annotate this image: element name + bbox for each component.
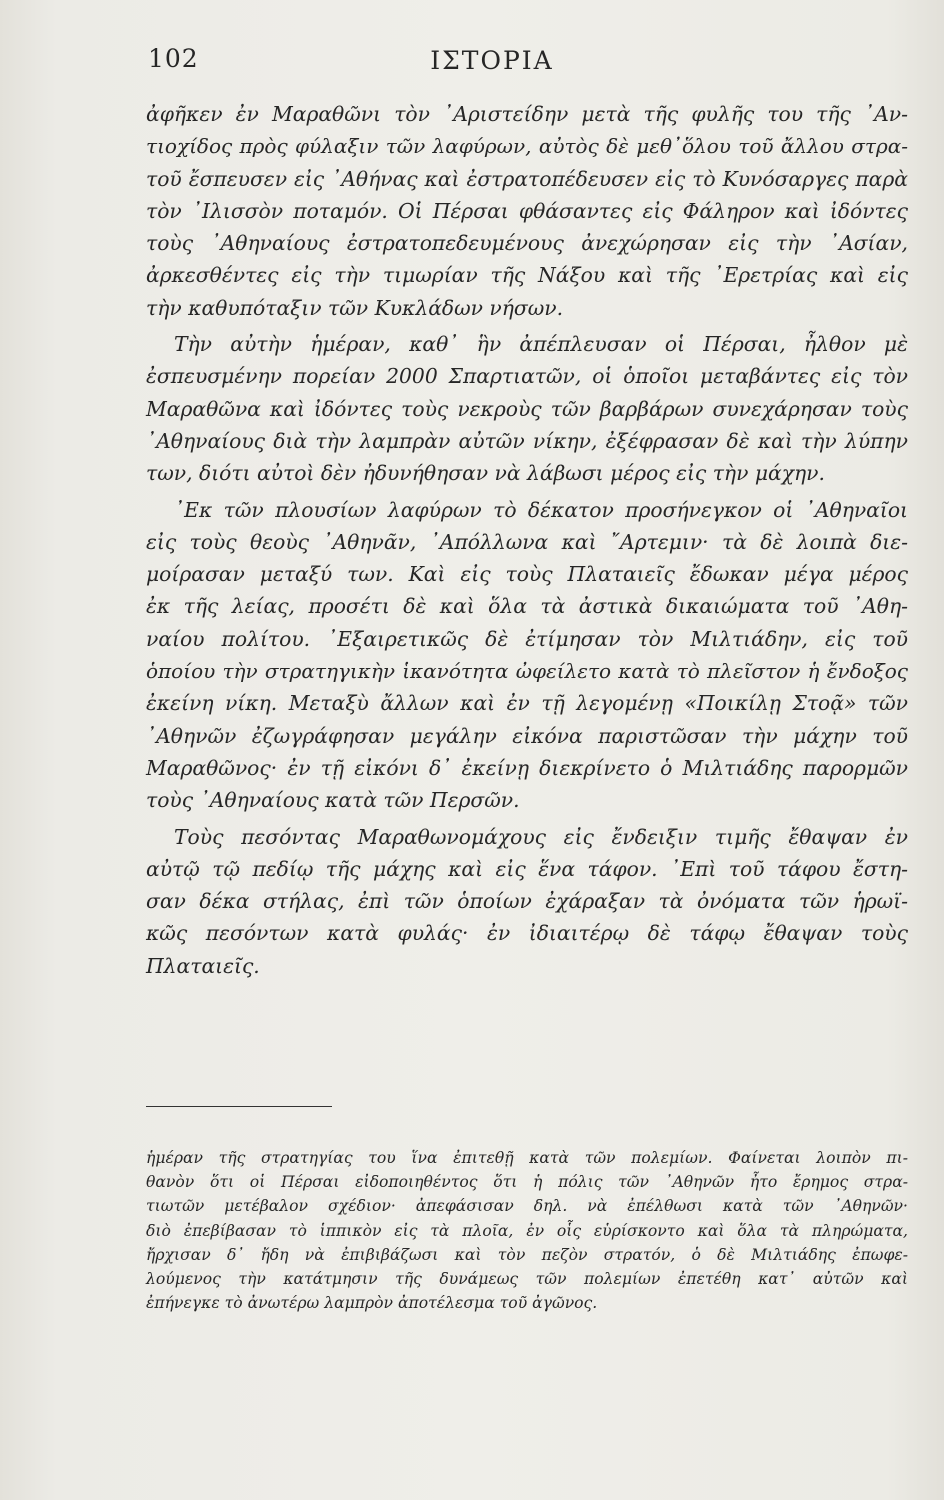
text-line: Πλαταιεῖς. — [146, 953, 260, 978]
text-line: Μαραθῶνος· ἐν τῇ εἰκόνι δ᾿ ἐκείνῃ διεκρίνετο ὁ Μιλτιάδης παρορμῶν — [146, 755, 908, 780]
text-line: ἐκ τῆς λείας, προσέτι δὲ καὶ ὅλα τὰ ἀστικὰ δικαιώματα τοῦ ᾿Αθη- — [146, 594, 908, 619]
text-line: τιοχίδος πρὸς φύλαξιν τῶν λαφύρων, αὐτὸς δὲ μεθ᾿ὅλου τοῦ ἄλλου στρα- — [146, 134, 908, 159]
text-line: των, διότι αὐτοὶ δὲν ἠδυνήθησαν νὰ λάβωσι μέρος εἰς τὴν μάχην. — [146, 461, 825, 486]
text-line: ὁποίου τὴν στρατηγικὴν ἱκανότητα ὠφείλετο κατὰ τὸ πλεῖστον ἡ ἔνδοξος — [146, 659, 908, 684]
main-text — [146, 98, 908, 986]
text-line: ᾿Εκ τῶν πλουσίων λαφύρων τὸ δέκατον προσήνεγκον οἱ ᾿Αθηναῖοι — [174, 497, 908, 522]
footnote-divider — [146, 1106, 332, 1107]
footnote-line: ἐπήνεγκε τὸ ἀνωτέρω λαμπρὸν ἀποτέλεσμα τοῦ ἀγῶνος. — [146, 1294, 598, 1313]
text-line: εἰς τοὺς θεοὺς ᾿Αθηνᾶν, ᾿Απόλλωνα καὶ ῎Αρτεμιν· τὰ δὲ λοιπὰ διε- — [146, 529, 908, 554]
text-line: αὐτῷ τῷ πεδίῳ τῆς μάχης καὶ εἰς ἕνα τάφον. ᾿Επὶ τοῦ τάφου ἔστη- — [146, 856, 908, 881]
text-line: μοίρασαν μεταξύ των. Καὶ εἰς τοὺς Πλαταιεῖς ἔδωκαν μέγα μέρος — [146, 562, 908, 587]
text-line: ᾿Αθηναίους διὰ τὴν λαμπρὰν αὐτῶν νίκην, ἐξέφρασαν δὲ καὶ τὴν λύπην — [146, 428, 908, 453]
text-line: σαν δέκα στήλας, ἐπὶ τῶν ὁποίων ἐχάραξαν τὰ ὀνόματα τῶν ἡρωϊ- — [146, 889, 908, 914]
page-header — [0, 40, 944, 80]
text-line: Τοὺς πεσόντας Μαραθωνομάχους εἰς ἔνδειξιν τιμῆς ἔθαψαν ἐν — [174, 824, 908, 849]
footnote — [146, 1146, 908, 1315]
text-line: τὸν ᾿Ιλισσὸν ποταμόν. Οἱ Πέρσαι φθάσαντες εἰς Φάληρον καὶ ἰδόντες — [146, 198, 908, 223]
text-line: τὴν καθυπόταξιν τῶν Κυκλάδων νήσων. — [146, 295, 564, 320]
footnote-line: λούμενος τὴν κατάτμησιν τῆς δυνάμεως τῶν πολεμίων ἐπετέθη κατ᾿ αὐτῶν καὶ — [146, 1270, 908, 1289]
text-line: ᾿Αθηνῶν ἐζωγράφησαν μεγάλην εἰκόνα παριστῶσαν τὴν μάχην τοῦ — [146, 723, 908, 748]
page-number: 102 — [148, 44, 199, 73]
paragraph — [146, 98, 908, 324]
footnote-line: ἡμέραν τῆς στρατηγίας του ἵνα ἐπιτεθῇ κατὰ τῶν πολεμίων. Φαίνεται λοιπὸν πι- — [146, 1149, 908, 1167]
text-line: τοὺς ᾿Αθηναίους ἐστρατοπεδευμένους ἀνεχώρησαν εἰς τὴν ᾿Ασίαν, — [146, 231, 908, 256]
text-line: ἀφῆκεν ἐν Μαραθῶνι τὸν ᾿Αριστείδην μετὰ τῆς φυλῆς του τῆς ᾿Αν- — [146, 102, 908, 126]
text-line: τοῦ ἔσπευσεν εἰς ᾿Αθήνας καὶ ἐστρατοπέδευσεν εἰς τὸ Κυνόσαργες παρὰ — [146, 166, 908, 191]
text-line: Μαραθῶνα καὶ ἰδόντες τοὺς νεκροὺς τῶν βαρβάρων συνεχάρησαν τοὺς — [146, 396, 908, 421]
text-line: ἀρκεσθέντες εἰς τὴν τιμωρίαν τῆς Νάξου καὶ τῆς ᾿Ερετρίας καὶ εἰς — [146, 263, 908, 288]
text-line: ναίου πολίτου. ᾿Εξαιρετικῶς δὲ ἐτίμησαν τὸν Μιλτιάδην, εἰς τοῦ — [146, 626, 908, 651]
text-line: ἐσπευσμένην πορείαν 2000 Σπαρτιατῶν, οἱ ὁποῖοι μεταβάντες εἰς τὸν — [146, 364, 908, 389]
running-title: ΙΣΤΟΡΙΑ — [430, 46, 554, 75]
text-line: τοὺς ᾿Αθηναίους κατὰ τῶν Περσῶν. — [146, 788, 520, 813]
footnote-line: ἤρχισαν δ᾿ ἤδη νὰ ἐπιβιβάζωσι καὶ τὸν πεζὸν στρατόν, ὁ δὲ Μιλτιάδης ἐπωφε- — [146, 1245, 908, 1264]
footnote-line: διὸ ἐπεβίβασαν τὸ ἱππικὸν εἰς τὰ πλοῖα, ἐν οἷς εὑρίσκοντο καὶ ὅλα τὰ πληρώματα, — [146, 1221, 908, 1240]
footnote-line: τιωτῶν μετέβαλον σχέδιον· ἀπεφάσισαν δηλ. νὰ ἐπέλθωσι κατὰ τῶν ᾿Αθηνῶν· — [146, 1197, 908, 1216]
text-line: Τὴν αὐτὴν ἡμέραν, καθ᾿ ἣν ἀπέπλευσαν οἱ Πέρσαι, ἦλθον μὲ — [174, 332, 908, 357]
text-line: ἐκείνη νίκη. Μεταξὺ ἄλλων καὶ ἐν τῇ λεγομένῃ «Ποικίλῃ Στοᾷ» τῶν — [146, 691, 908, 716]
text-line: κῶς πεσόντων κατὰ φυλάς· ἐν ἰδιαιτέρῳ δὲ τάφῳ ἔθαψαν τοὺς — [146, 921, 908, 946]
paragraph — [146, 821, 908, 982]
paragraph — [146, 494, 908, 817]
paragraph — [146, 328, 908, 489]
footnote-line: θανὸν ὅτι οἱ Πέρσαι εἰδοποιηθέντος ὅτι ἡ πόλις τῶν ᾿Αθηνῶν ἦτο ἔρημος στρα- — [146, 1173, 908, 1192]
